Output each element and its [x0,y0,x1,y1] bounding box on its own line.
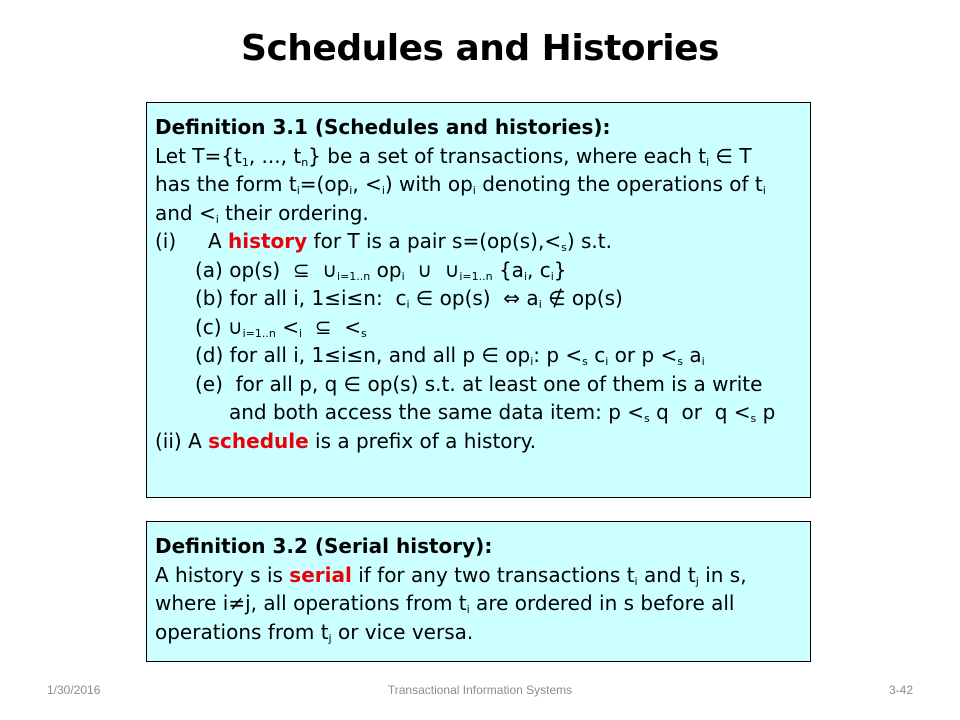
def2-line-2: where i≠j, all operations from $t_i$ are ordered in s before all [155,591,735,616]
serial-keyword: serial [289,562,352,587]
history-keyword: history [228,229,308,253]
footer-course-title: Transactional Information Systems [387,683,573,697]
def1-item-i: (i) A history for T is a pair $s=(op(s),<_s)$ s.t. [155,229,612,254]
def1-line-2: has the form $t_i=(op_i$, $<_i$) with $op_i$ denoting the operations of $t_i$ [155,172,766,197]
footer-slide-number: 3-42 [888,683,913,697]
slide-title: Schedules and Histories [241,28,719,69]
def1-line-1: Let $T=\{t_1$, ..., $t_n$} be a set of transactions, where each $t_i$ ∈ T [155,143,752,169]
definition-3-2-heading: Definition 3.2 (Serial history): [155,534,493,558]
def1-condition-e-line-2: and both access the same data item: $p <_s$ q or $q <_s$ p [229,400,776,425]
definition-3-1-box [146,102,811,498]
def1-condition-b: (b) for all i, 1≤i≤n: $c_i$ ∈ op(s) ⇔ $a_i$ ∉ op(s) [195,286,623,311]
footer-date: 1/30/2016 [47,683,101,697]
schedule-keyword: schedule [208,428,309,453]
def1-condition-a: (a) op(s) ⊆ $\cup_{i=1..n}$ $op_i$ ∪ $\cup_{i=1..n}$ {$a_i$, $c_i$} [195,257,567,283]
def1-condition-e-line-1: (e) for all p, q ∈ op(s) s.t. at least one of them is a write [195,371,763,396]
definition-3-1-heading: Definition 3.1 (Schedules and histories): [155,115,611,139]
def1-item-ii: (ii) A schedule is a prefix of a history. [155,428,537,453]
def2-line-3: operations from $t_j$ or vice versa. [155,619,474,645]
def1-condition-c: (c) $\cup_{i=1..n} <_i$ ⊆ $<_s$ [195,314,367,340]
def1-line-3: and $<_i$ their ordering. [155,200,369,226]
def1-condition-d: (d) for all i, 1≤i≤n, and all p ∈ $op_i$: $p <_s$ $c_i$ or $p <_s$ $a_i$ [195,343,705,368]
definition-3-2-box [146,521,811,662]
def2-line-1: A history s is serial if for any two transactions $t_i$ and $t_j$ in s, [155,562,747,588]
